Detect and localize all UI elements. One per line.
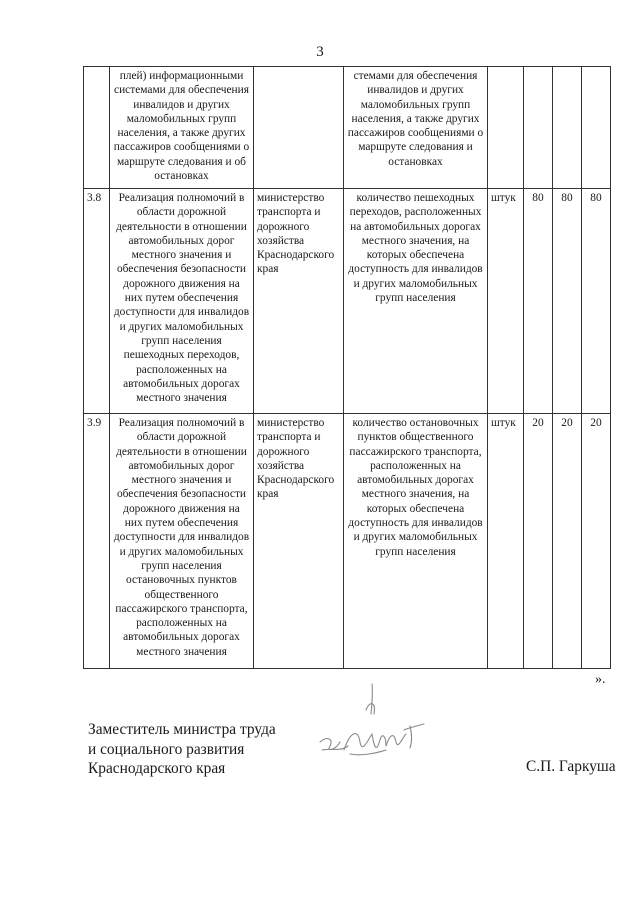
measures-table bbox=[83, 66, 611, 669]
executor: министерство транспорта и дорожного хозяйства Краснодарского края bbox=[254, 414, 344, 669]
indicator: количество пешеходных переходов, расположенных на автомобильных дорогах местного значения, на которых обеспечена доступность для инвалидов и других маломобильных групп населения bbox=[344, 189, 488, 414]
row-number: 3.9 bbox=[84, 414, 110, 669]
unit bbox=[488, 67, 524, 189]
value-year-1: 80 bbox=[524, 189, 553, 414]
value-year-1: 20 bbox=[524, 414, 553, 669]
table-row bbox=[84, 67, 611, 189]
indicator: стемами для обеспечения инвалидов и других маломобильных групп населения, а также других пассажиров сообщениями о маршруте следования и остановках bbox=[344, 67, 488, 189]
indicator: количество остановочных пунктов общественного пассажирского транспорта, расположенных на автомобильных дорогах местного значения, на которых обеспечена доступность для инвалидов и других маломобильных групп населения bbox=[344, 414, 488, 669]
page-number: 3 bbox=[316, 44, 324, 60]
value-year-2: 20 bbox=[553, 414, 582, 669]
value-year-2 bbox=[553, 67, 582, 189]
signer-name: С.П. Гаркуша bbox=[526, 758, 616, 775]
row-number: 3.8 bbox=[84, 189, 110, 414]
measure-name: плей) информационными системами для обеспечения инвалидов и других маломобильных групп населения, а также других пассажиров сообщениями о маршруте следования и об остановках bbox=[110, 67, 254, 189]
signer-title-line-2: и социального развития bbox=[88, 740, 245, 758]
value-year-1 bbox=[524, 67, 553, 189]
table-row bbox=[84, 189, 611, 414]
closing-quote: ». bbox=[595, 672, 606, 687]
value-year-3 bbox=[582, 67, 611, 189]
value-year-3: 80 bbox=[582, 189, 611, 414]
executor bbox=[254, 67, 344, 189]
table-row bbox=[84, 414, 611, 669]
value-year-3: 20 bbox=[582, 414, 611, 669]
signature-block bbox=[88, 720, 276, 779]
signer-title-line-1: Заместитель министра труда bbox=[88, 721, 276, 738]
executor: министерство транспорта и дорожного хозяйства Краснодарского края bbox=[254, 189, 344, 414]
row-number bbox=[84, 67, 110, 189]
measure-name: Реализация полномочий в области дорожной деятельности в отношении автомобильных дорог местного значения и обеспечения безопасности дорожного движения на них путем обеспечения доступности для инвалидов и других маломобильных групп населения остановочных пунктов общественного пассажирского транспорта, расположенных на автомобильных дорогах местного значения bbox=[110, 414, 254, 669]
handwritten-signature bbox=[300, 680, 440, 780]
unit: штук bbox=[488, 414, 524, 669]
unit: штук bbox=[488, 189, 524, 414]
signer-title-line-3: Краснодарского края bbox=[88, 760, 226, 777]
value-year-2: 80 bbox=[553, 189, 582, 414]
measure-name: Реализация полномочий в области дорожной деятельности в отношении автомобильных дорог местного значения и обеспечения безопасности дорожного движения на них путем обеспечения доступности для инвалидов и других маломобильных групп населения пешеходных переходов, расположенных на автомобильных дорогах местного значения bbox=[110, 189, 254, 414]
